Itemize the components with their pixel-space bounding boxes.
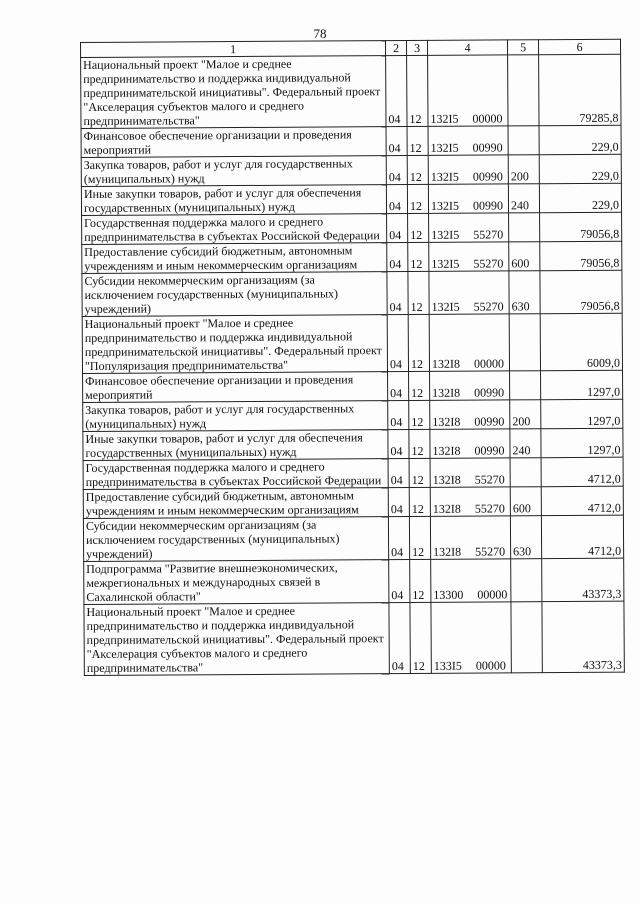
target-article-prefix: 132I8 <box>433 544 462 559</box>
amount-cell: 6009,0 <box>540 313 622 370</box>
razdel-cell: 04 <box>388 516 409 559</box>
target-article-prefix: 132I5 <box>430 198 460 213</box>
amount-cell: 4712,0 <box>541 457 623 487</box>
podrazdel-cell: 12 <box>410 602 431 673</box>
podrazdel-cell: 12 <box>409 516 430 559</box>
podrazdel-cell: 12 <box>407 155 428 184</box>
target-article-cell <box>430 400 510 429</box>
target-article-cell <box>429 314 509 371</box>
page-number: 78 <box>313 26 327 41</box>
expense-type-cell <box>510 458 541 487</box>
podrazdel-cell: 12 <box>407 126 428 155</box>
target-article-suffix: 00990 <box>474 414 505 429</box>
table-row <box>83 515 623 561</box>
table-row <box>83 370 623 402</box>
target-article-cell <box>429 271 509 314</box>
target-article-suffix: 55270 <box>473 256 504 271</box>
target-article-suffix: 00990 <box>472 169 503 184</box>
amount-cell: 1297,0 <box>541 399 623 429</box>
row-name-cell: Финансовое обеспечение организации и проведения мероприятий <box>83 372 388 403</box>
target-article-prefix: 132I5 <box>430 140 459 155</box>
row-name-cell: Закупка товаров, работ и услуг для государственных (муниципальных) нужд <box>81 156 386 187</box>
target-article-cell <box>429 213 509 242</box>
target-article-prefix: 132I5 <box>431 299 460 314</box>
target-article-prefix: 133I5 <box>433 658 462 673</box>
table-body <box>81 54 625 675</box>
target-article-suffix: 00000 <box>475 658 506 673</box>
amount-cell: 79056,8 <box>540 212 622 242</box>
target-article-suffix: 00000 <box>472 111 503 126</box>
target-article-suffix: 00000 <box>473 356 505 371</box>
podrazdel-cell: 12 <box>410 559 431 602</box>
expense-type-cell <box>511 602 542 673</box>
amount-cell: 79285,8 <box>539 54 621 125</box>
target-article-suffix: 00990 <box>472 140 503 155</box>
expense-type-cell: 240 <box>508 184 539 213</box>
row-name-cell: Национальный проект "Малое и среднее предпринимательство и поддержка индивидуальной предпринимательской инициативы". Федеральный проект "Популяризация предпринимательства" <box>82 315 387 374</box>
target-article-prefix: 132I8 <box>432 414 461 429</box>
target-article-cell <box>430 487 510 516</box>
podrazdel-cell: 12 <box>409 371 430 400</box>
table-row <box>82 270 622 316</box>
target-article-prefix: 132I8 <box>432 472 461 487</box>
target-article-cell <box>431 559 511 602</box>
header-cell: 5 <box>507 40 538 55</box>
razdel-cell: 04 <box>389 602 410 673</box>
razdel-cell: 04 <box>388 429 409 458</box>
podrazdel-cell: 12 <box>408 213 429 242</box>
target-article-suffix: 55270 <box>473 299 504 314</box>
razdel-cell: 04 <box>388 371 409 400</box>
razdel-cell: 04 <box>386 56 407 127</box>
target-article-prefix: 132I8 <box>432 385 461 400</box>
target-article-prefix: 13300 <box>433 587 464 602</box>
target-article-cell <box>430 458 510 487</box>
target-article-cell <box>431 602 511 673</box>
podrazdel-cell: 12 <box>409 429 430 458</box>
expense-type-cell <box>511 559 542 602</box>
table-row <box>81 54 621 128</box>
table-row <box>84 558 624 604</box>
razdel-cell: 04 <box>387 315 408 372</box>
header-cell: 2 <box>385 41 406 56</box>
amount-cell: 43373,3 <box>542 558 624 602</box>
table-row <box>81 154 621 186</box>
razdel-cell: 04 <box>387 272 408 315</box>
expense-type-cell <box>509 314 540 371</box>
razdel-cell: 04 <box>386 156 407 185</box>
table-row <box>83 428 623 460</box>
razdel-cell: 04 <box>387 243 408 272</box>
target-article-suffix: 55270 <box>474 472 505 487</box>
expense-type-cell <box>509 213 540 242</box>
target-article-prefix: 132I5 <box>430 169 459 184</box>
header-cell: 3 <box>406 40 427 55</box>
podrazdel-cell: 12 <box>407 184 428 213</box>
header-cell: 4 <box>427 40 507 55</box>
row-name-cell: Иные закупки товаров, работ и услуг для обеспечения государственных (муниципальных) нужд <box>83 430 388 461</box>
target-article-cell <box>430 516 510 559</box>
budget-table <box>80 39 625 676</box>
target-article-prefix: 132I5 <box>431 256 460 271</box>
expense-type-cell: 630 <box>509 271 540 314</box>
table-row <box>83 486 623 518</box>
target-article-suffix: 55270 <box>475 544 506 559</box>
target-article-cell <box>430 429 510 458</box>
table-row <box>83 399 623 431</box>
row-name-cell: Предоставление субсидий бюджетным, автономным учреждениям и иным некоммерческим организациям <box>82 243 387 274</box>
expense-type-cell: 600 <box>509 242 540 271</box>
expense-type-cell: 200 <box>508 155 539 184</box>
row-name-cell: Государственная поддержка малого и среднего предпринимательства в субъектах Российской Федерации <box>83 459 388 490</box>
podrazdel-cell: 12 <box>409 458 430 487</box>
razdel-cell: 04 <box>388 400 409 429</box>
target-article-cell <box>428 126 508 155</box>
razdel-cell: 04 <box>387 214 408 243</box>
table-row <box>81 183 621 215</box>
podrazdel-cell: 12 <box>408 271 429 314</box>
expense-type-cell <box>510 371 541 400</box>
table-row <box>82 241 622 273</box>
target-article-suffix: 55270 <box>474 501 505 516</box>
razdel-cell: 04 <box>389 559 410 602</box>
target-article-suffix: 00000 <box>477 587 508 602</box>
amount-cell: 229,0 <box>539 183 621 213</box>
amount-cell: 4712,0 <box>541 515 623 559</box>
row-name-cell: Подпрограмма "Развитие внешнеэкономических, межрегиональных и международных связей в Сахалинской области" <box>84 560 389 605</box>
target-article-suffix: 00990 <box>474 443 505 458</box>
row-name-cell: Государственная поддержка малого и среднего предпринимательства в субъектах Российской Федерации <box>82 214 387 245</box>
target-article-cell <box>428 184 508 213</box>
podrazdel-cell: 12 <box>409 487 430 516</box>
podrazdel-cell: 12 <box>408 314 429 371</box>
target-article-cell <box>428 55 508 126</box>
header-cell: 1 <box>81 41 386 58</box>
row-name-cell: Национальный проект "Малое и среднее предпринимательство и поддержка индивидуальной предпринимательской инициативы". Федеральный проект "Акселерация субъектов малого и среднего предпринимательства" <box>81 56 386 129</box>
target-article-prefix: 132I5 <box>430 111 459 126</box>
amount-cell: 79056,8 <box>540 270 622 314</box>
target-article-prefix: 132I8 <box>431 356 461 371</box>
table-row <box>82 212 622 244</box>
razdel-cell: 04 <box>388 487 409 516</box>
expense-type-cell: 240 <box>510 429 541 458</box>
expense-type-cell <box>508 126 539 155</box>
row-name-cell: Предоставление субсидий бюджетным, автономным учреждениям и иным некоммерческим организациям <box>83 488 388 519</box>
target-article-cell <box>428 155 508 184</box>
amount-cell: 1297,0 <box>541 370 623 400</box>
podrazdel-cell: 12 <box>408 242 429 271</box>
amount-cell: 229,0 <box>539 154 621 184</box>
target-article-prefix: 132I5 <box>431 227 460 242</box>
expense-type-cell: 200 <box>510 400 541 429</box>
target-article-suffix: 55270 <box>473 227 504 242</box>
razdel-cell: 04 <box>386 127 407 156</box>
podrazdel-cell: 12 <box>409 400 430 429</box>
row-name-cell: Субсидии некоммерческим организациям (за исключением государственных (муниципальных) учреждений) <box>83 517 388 562</box>
target-article-prefix: 132I8 <box>432 501 461 516</box>
podrazdel-cell: 12 <box>407 55 428 126</box>
expense-type-cell: 600 <box>510 487 541 516</box>
target-article-suffix: 00990 <box>472 198 504 213</box>
amount-cell: 229,0 <box>539 125 621 155</box>
amount-cell: 79056,8 <box>540 241 622 271</box>
amount-cell: 43373,3 <box>542 601 624 672</box>
row-name-cell: Закупка товаров, работ и услуг для государственных (муниципальных) нужд <box>83 401 388 432</box>
target-article-suffix: 00990 <box>474 385 505 400</box>
razdel-cell: 04 <box>388 458 409 487</box>
amount-cell: 4712,0 <box>541 486 623 516</box>
target-article-cell <box>430 371 510 400</box>
header-cell: 6 <box>538 39 620 55</box>
table-row <box>83 457 623 489</box>
expense-type-cell: 630 <box>510 516 541 559</box>
target-article-cell <box>429 242 509 271</box>
row-name-cell: Финансовое обеспечение организации и проведения мероприятий <box>81 127 386 158</box>
expense-type-cell <box>508 55 539 126</box>
row-name-cell: Национальный проект "Малое и среднее предпринимательство и поддержка индивидуальной предпринимательской инициативы". Федеральный проект "Акселерация субъектов малого и среднего предпринимательства" <box>84 603 389 676</box>
table-row <box>81 125 621 157</box>
row-name-cell: Иные закупки товаров, работ и услуг для обеспечения государственных (муниципальных) нужд <box>81 185 386 216</box>
razdel-cell: 04 <box>386 185 407 214</box>
target-article-prefix: 132I8 <box>432 443 461 458</box>
table-row <box>82 313 622 373</box>
amount-cell: 1297,0 <box>541 428 623 458</box>
table-row <box>84 601 624 675</box>
row-name-cell: Субсидии некоммерческим организациям (за исключением государственных (муниципальных) учреждений) <box>82 272 387 317</box>
